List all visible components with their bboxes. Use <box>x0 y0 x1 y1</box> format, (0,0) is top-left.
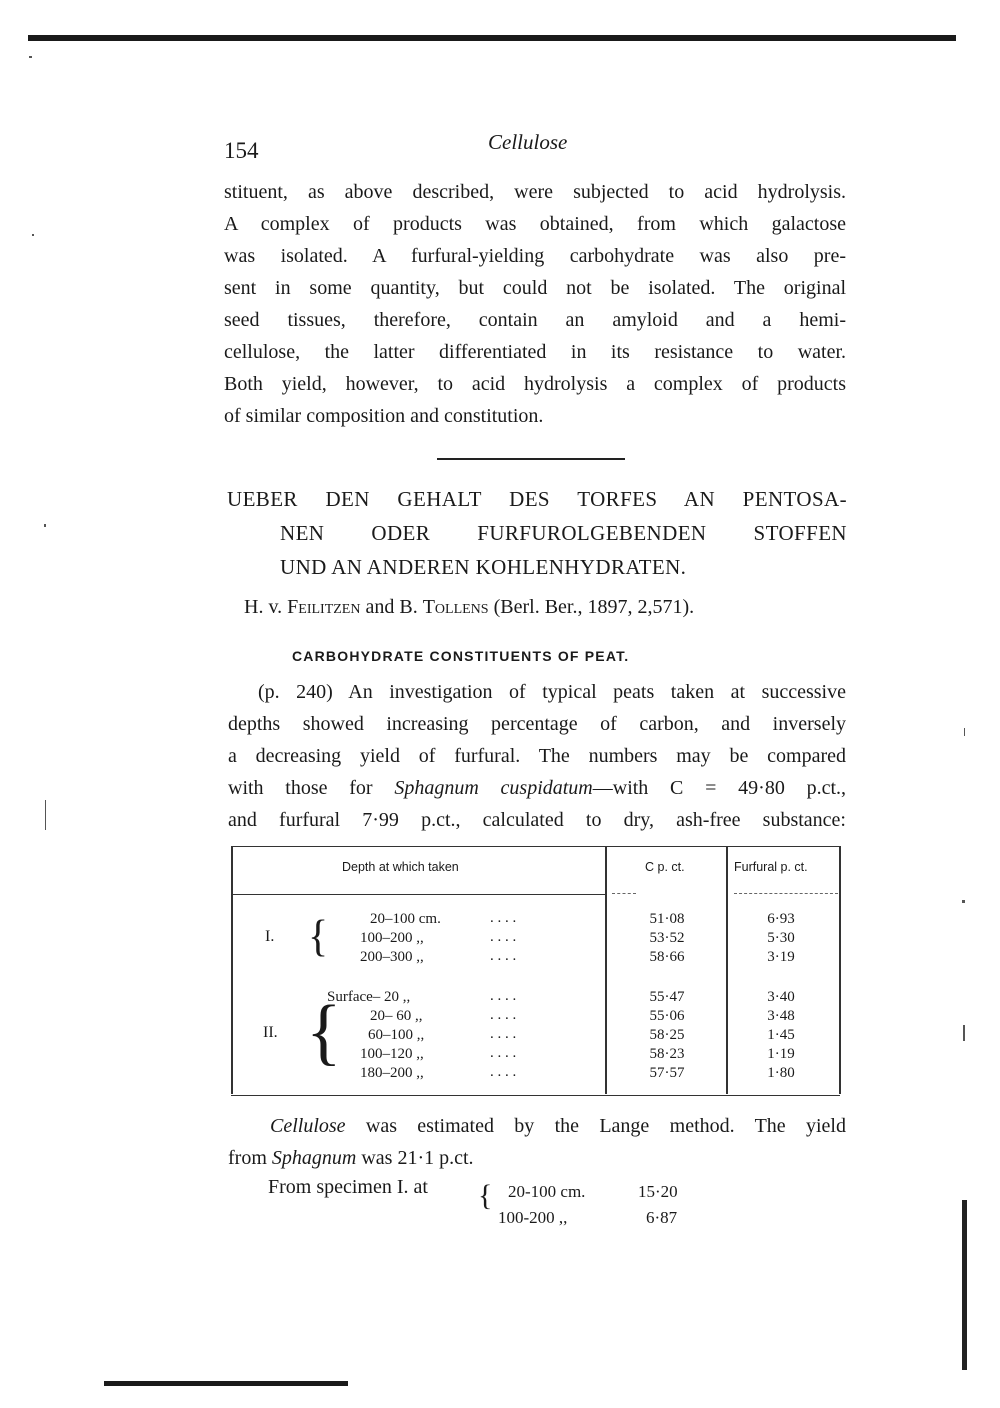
text-line: of similar composition and constitution. <box>224 405 544 427</box>
text-line: and furfural 7·99 p.ct., calculated to dry, ash-free substance: <box>228 809 846 831</box>
scan-edge-shadow <box>962 1200 967 1370</box>
table-cell-c: 58·25 <box>649 1027 685 1043</box>
table-cell-depth: 100–200 ,, <box>360 930 424 946</box>
title-line: UND AN ANDEREN KOHLENHYDRATEN. <box>280 555 687 579</box>
brace-icon: { <box>306 991 342 1073</box>
table-cell-c: 53·52 <box>649 930 685 946</box>
authors-and: and B. <box>365 596 418 618</box>
author-name: Feilitzen <box>287 596 361 618</box>
specimen-label: From specimen I. at <box>268 1176 428 1198</box>
body-paragraph <box>228 676 846 836</box>
table-cell-c: 58·66 <box>649 949 685 965</box>
title-line: UEBER DEN GEHALT DES TORFES AN PENTOSA- <box>227 487 847 511</box>
section-divider <box>437 458 625 460</box>
leader-dots: . . . . <box>490 1064 517 1080</box>
text-fragment: was estimated by the Lange method. The yield <box>365 1115 846 1137</box>
table-header-rule <box>612 893 636 894</box>
page-number: 154 <box>224 138 259 163</box>
italic-term: Cellulose <box>270 1115 346 1137</box>
text-line: depths showed increasing percentage of carbon, and inversely <box>228 713 846 735</box>
brace-icon: { <box>478 1179 493 1212</box>
authors-prefix: H. v. <box>244 596 283 618</box>
specimen-depth: 100-200 ,, <box>498 1208 568 1227</box>
text-line: was isolated. A furfural-yielding carbohydrate was also pre- <box>224 245 846 267</box>
text-fragment: —with C = 49·80 p.ct., <box>592 777 846 799</box>
table-vline <box>839 846 841 1094</box>
table-cell-depth: 200–300 ,, <box>360 949 424 965</box>
scan-speck <box>963 1025 965 1041</box>
running-head: Cellulose <box>488 130 568 154</box>
leader-dots: . . . . <box>490 948 517 964</box>
scan-speck <box>964 728 965 736</box>
specimen-value: 15·20 <box>638 1182 678 1201</box>
text-line: stituent, as above described, were subjected to acid hydrolysis. <box>224 181 846 203</box>
table-cell-furfural: 6·93 <box>767 911 795 927</box>
scan-speck <box>29 56 32 58</box>
species-name: Sphagnum <box>271 1147 357 1169</box>
citation: (Berl. Ber., 1897, 2,571). <box>493 596 695 618</box>
author-name: Tollens <box>422 596 489 618</box>
section-subheading: CARBOHYDRATE CONSTITUENTS OF PEAT. <box>292 648 630 664</box>
group-label: II. <box>263 1024 278 1041</box>
text-line: seed tissues, therefore, contain an amyloid and a hemi- <box>224 309 846 331</box>
text-line: (p. 240) An investigation of typical peats taken at successive <box>258 681 846 703</box>
table-cell-c: 51·08 <box>649 911 685 927</box>
table-cell-furfural: 1·45 <box>767 1027 795 1043</box>
table-cell-c: 55·47 <box>649 989 685 1005</box>
species-name: Sphagnum cuspidatum <box>394 777 593 799</box>
bottom-border-rule <box>104 1381 348 1386</box>
table-cell-c: 55·06 <box>649 1008 685 1024</box>
text-line: A complex of products was obtained, from which galactose <box>224 213 846 235</box>
leader-dots: . . . . <box>490 1045 517 1061</box>
table-header-c: C p. ct. <box>645 860 685 874</box>
text-line <box>228 1110 846 1142</box>
article-title <box>227 482 847 584</box>
table-header-furfural: Furfural p. ct. <box>734 860 808 874</box>
scan-speck <box>962 900 965 903</box>
table-cell-c: 58·23 <box>649 1046 685 1062</box>
specimen-depth: 20-100 cm. <box>508 1182 586 1201</box>
text-line: sent in some quantity, but could not be isolated. The original <box>224 277 846 299</box>
specimen-value: 6·87 <box>646 1208 678 1227</box>
leader-dots: . . . . <box>490 929 517 945</box>
text-fragment: was 21·1 p.ct. <box>361 1147 474 1169</box>
top-border-rule <box>28 35 956 41</box>
text-fragment: from <box>228 1147 267 1169</box>
table-header-depth: Depth at which taken <box>342 860 459 874</box>
table-cell-c: 57·57 <box>649 1065 685 1081</box>
intro-paragraph <box>224 176 846 432</box>
table-cell-depth: 180–200 ,, <box>360 1065 424 1081</box>
leader-dots: . . . . <box>490 910 517 926</box>
text-line <box>228 1142 846 1174</box>
text-fragment: with those for <box>228 777 373 799</box>
scan-speck <box>45 800 46 830</box>
table-cell-depth: 20–100 cm. <box>370 911 441 927</box>
leader-dots: . . . . <box>490 1007 517 1023</box>
table-header-rule <box>232 894 606 895</box>
leader-dots: . . . . <box>490 988 517 1004</box>
table-cell-furfural: 1·80 <box>767 1065 795 1081</box>
table-vline <box>726 846 728 1094</box>
closing-paragraph <box>228 1110 846 1174</box>
text-line: cellulose, the latter differentiated in its resistance to water. <box>224 341 846 363</box>
table-vline <box>605 846 607 1094</box>
text-line <box>228 772 846 804</box>
title-line: NEN ODER FURFUROLGEBENDEN STOFFEN <box>280 521 847 545</box>
text-line: Both yield, however, to acid hydrolysis a complex of products <box>224 373 846 395</box>
brace-icon: { <box>308 912 329 962</box>
table-cell-furfural: 3·48 <box>767 1008 795 1024</box>
table-cell-furfural: 3·40 <box>767 989 795 1005</box>
table-header-rule <box>734 893 838 894</box>
table-cell-furfural: 1·19 <box>767 1046 795 1062</box>
table-cell-depth: 60–100 ,, <box>368 1027 425 1043</box>
table-cell-depth: 20– 60 ,, <box>370 1008 423 1024</box>
text-line: a decreasing yield of furfural. The numbers may be compared <box>228 745 846 767</box>
group-label: I. <box>265 928 275 945</box>
scan-speck <box>32 234 34 236</box>
table-vline <box>231 846 233 1094</box>
leader-dots: . . . . <box>490 1026 517 1042</box>
table-cell-furfural: 5·30 <box>767 930 795 946</box>
table-cell-depth: 100–120 ,, <box>360 1046 424 1062</box>
table-cell-depth: Surface– 20 ,, <box>327 989 411 1005</box>
article-authors <box>244 596 694 619</box>
table-cell-furfural: 3·19 <box>767 949 795 965</box>
scan-speck <box>44 524 46 527</box>
